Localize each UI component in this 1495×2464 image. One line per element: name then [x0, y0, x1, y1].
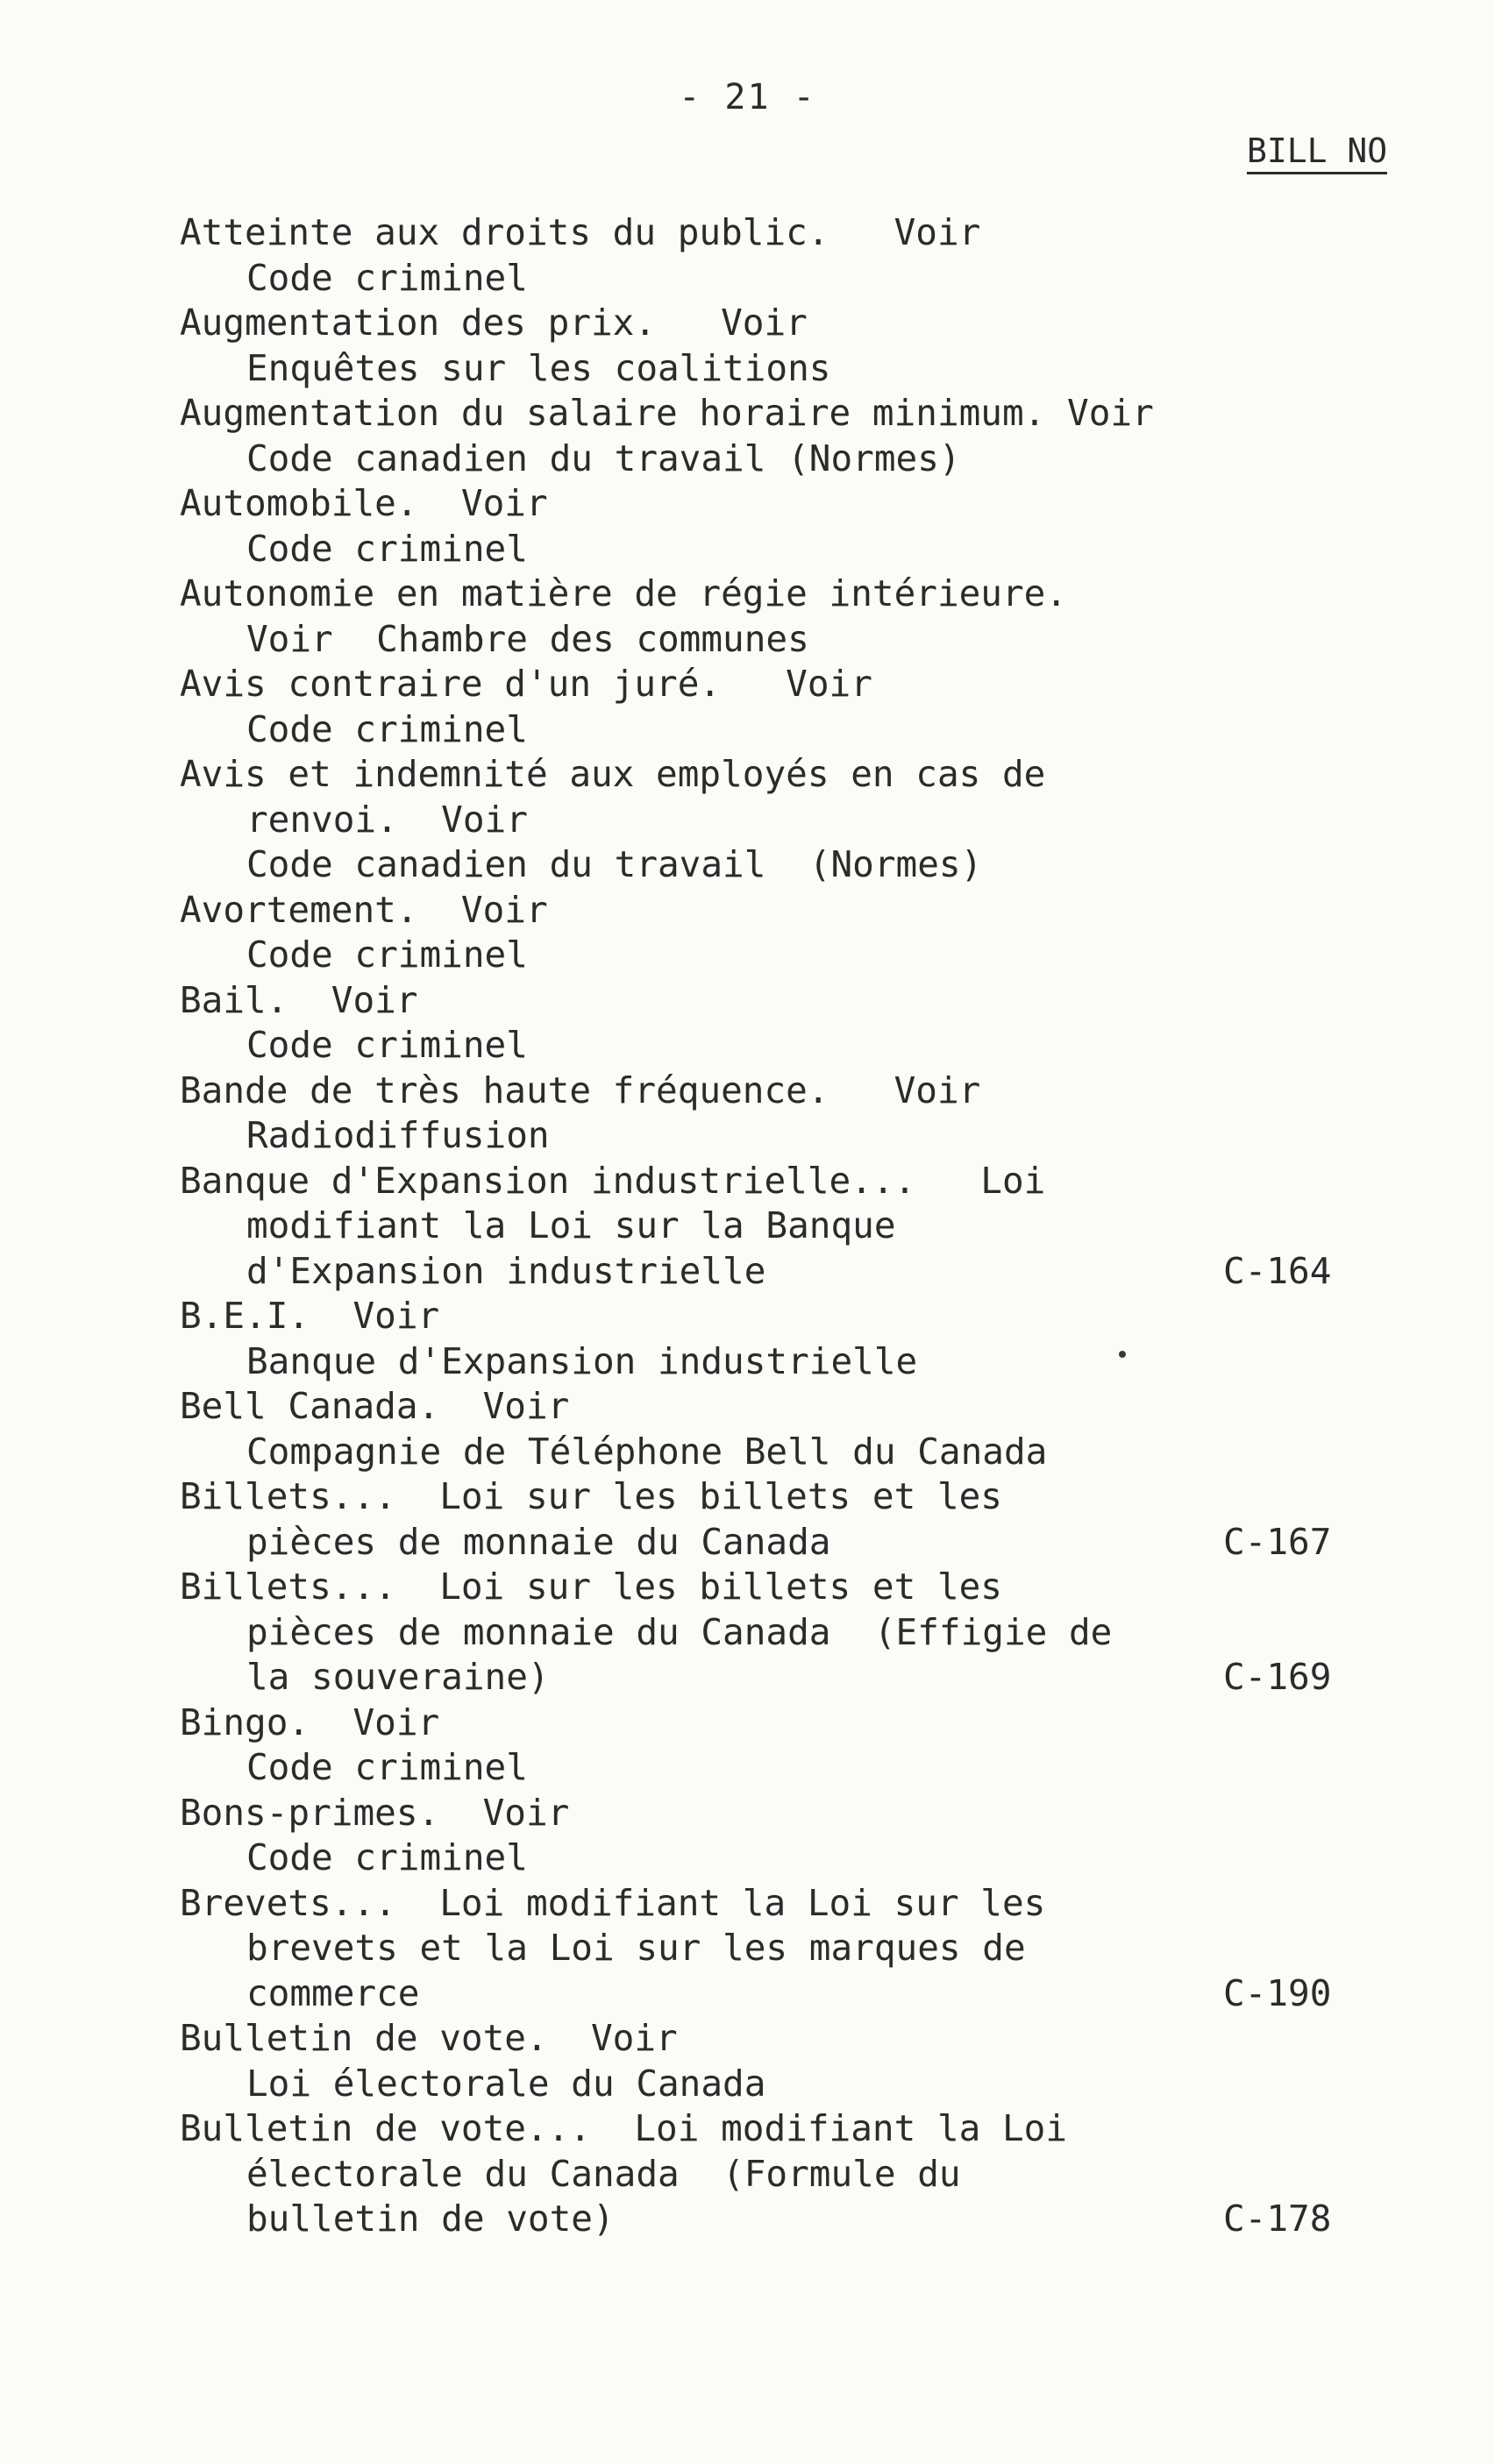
entry-continuation: la souveraine) — [246, 1656, 550, 1698]
entry-continuation: Code criminel — [246, 934, 528, 976]
index-entry — [180, 1384, 1355, 1474]
entry-continuation: Loi électorale du Canada — [246, 2062, 766, 2105]
entry-continuation: modifiant la Loi sur la Banque — [246, 1204, 896, 1246]
entry-heading: Banque d'Expansion industrielle... Loi — [180, 1159, 1046, 1202]
index-entry — [180, 301, 1355, 391]
index-entry — [180, 572, 1355, 662]
stray-dot-mark — [1119, 1351, 1126, 1358]
bill-number: C-190 — [1223, 1971, 1332, 2014]
entry-continuation: bulletin de vote) — [246, 2198, 615, 2240]
entry-continuation: Enquêtes sur les coalitions — [246, 346, 831, 389]
index-entry — [180, 978, 1355, 1069]
entry-heading: Bulletin de vote. Voir — [180, 2017, 678, 2059]
index-entry — [180, 1701, 1355, 1791]
index-entry — [180, 481, 1355, 572]
entry-heading: Brevets... Loi modifiant la Loi sur les — [180, 1881, 1046, 1924]
entry-continuation: Code criminel — [246, 527, 528, 570]
entry-continuation: Banque d'Expansion industrielle — [246, 1339, 918, 1382]
index-entry — [180, 391, 1355, 481]
entry-heading: Bingo. Voir — [180, 1701, 440, 1743]
page-number: - 21 - — [679, 77, 816, 117]
entry-heading: Automobile. Voir — [180, 482, 548, 524]
entry-continuation: pièces de monnaie du Canada — [246, 1520, 831, 1563]
entry-heading: Augmentation du salaire horaire minimum. Voir — [180, 392, 1154, 434]
entry-heading: Billets... Loi sur les billets et les — [180, 1566, 1002, 1608]
entry-heading: Bail. Voir — [180, 978, 418, 1021]
entry-continuation: Code criminel — [246, 1746, 528, 1788]
entry-continuation: Radiodiffusion — [246, 1114, 550, 1156]
index-entry — [180, 2016, 1355, 2106]
subject-index — [180, 210, 1355, 2242]
index-entry — [180, 752, 1355, 888]
entry-heading: Bons-primes. Voir — [180, 1791, 570, 1834]
entry-continuation: Code canadien du travail (Normes) — [246, 437, 961, 479]
index-entry — [180, 1069, 1355, 1159]
entry-heading: Avis et indemnité aux employés en cas de — [180, 753, 1046, 795]
entry-heading: Bande de très haute fréquence. Voir — [180, 1069, 981, 1111]
index-entry — [180, 1159, 1355, 1295]
entry-heading: Avortement. Voir — [180, 888, 548, 931]
entry-heading: Billets... Loi sur les billets et les — [180, 1475, 1002, 1517]
entry-continuation: Voir Chambre des communes — [246, 617, 809, 660]
index-entry — [180, 662, 1355, 752]
index-entry — [180, 888, 1355, 978]
entry-heading: Augmentation des prix. Voir — [180, 302, 808, 344]
entry-continuation: d'Expansion industrielle — [246, 1249, 766, 1292]
entry-continuation: renvoi. Voir — [246, 798, 528, 841]
entry-heading: B.E.I. Voir — [180, 1295, 440, 1337]
index-entry — [180, 1565, 1355, 1701]
bill-number: C-178 — [1223, 2198, 1332, 2240]
index-entry — [180, 2106, 1355, 2242]
entry-heading: Avis contraire d'un juré. Voir — [180, 663, 872, 705]
bill-number: C-164 — [1223, 1249, 1332, 1292]
entry-continuation: brevets et la Loi sur les marques de — [246, 1927, 1026, 1969]
entry-continuation: électorale du Canada (Formule du — [246, 2152, 961, 2195]
index-entry — [180, 1474, 1355, 1565]
entry-heading: Autonomie en matière de régie intérieure. — [180, 572, 1068, 614]
bill-number: C-169 — [1223, 1656, 1332, 1698]
bill-number-column-header: BILL NO — [1247, 133, 1387, 174]
index-entry — [180, 1294, 1355, 1384]
entry-heading: Bell Canada. Voir — [180, 1385, 570, 1427]
bill-number: C-167 — [1223, 1520, 1332, 1563]
entry-continuation: Code criminel — [246, 256, 528, 299]
entry-continuation: Code canadien du travail (Normes) — [246, 843, 983, 885]
entry-continuation: commerce — [246, 1971, 420, 2014]
index-entry — [180, 210, 1355, 301]
index-entry — [180, 1791, 1355, 1881]
entry-continuation: Code criminel — [246, 707, 528, 750]
entry-continuation: Compagnie de Téléphone Bell du Canada — [246, 1430, 1048, 1473]
entry-heading: Atteinte aux droits du public. Voir — [180, 211, 981, 253]
entry-continuation: Code criminel — [246, 1024, 528, 1066]
index-entry — [180, 1881, 1355, 2017]
entry-heading: Bulletin de vote... Loi modifiant la Loi — [180, 2107, 1068, 2149]
entry-continuation: Code criminel — [246, 1836, 528, 1878]
entry-continuation: pièces de monnaie du Canada (Effigie de — [246, 1610, 1113, 1653]
